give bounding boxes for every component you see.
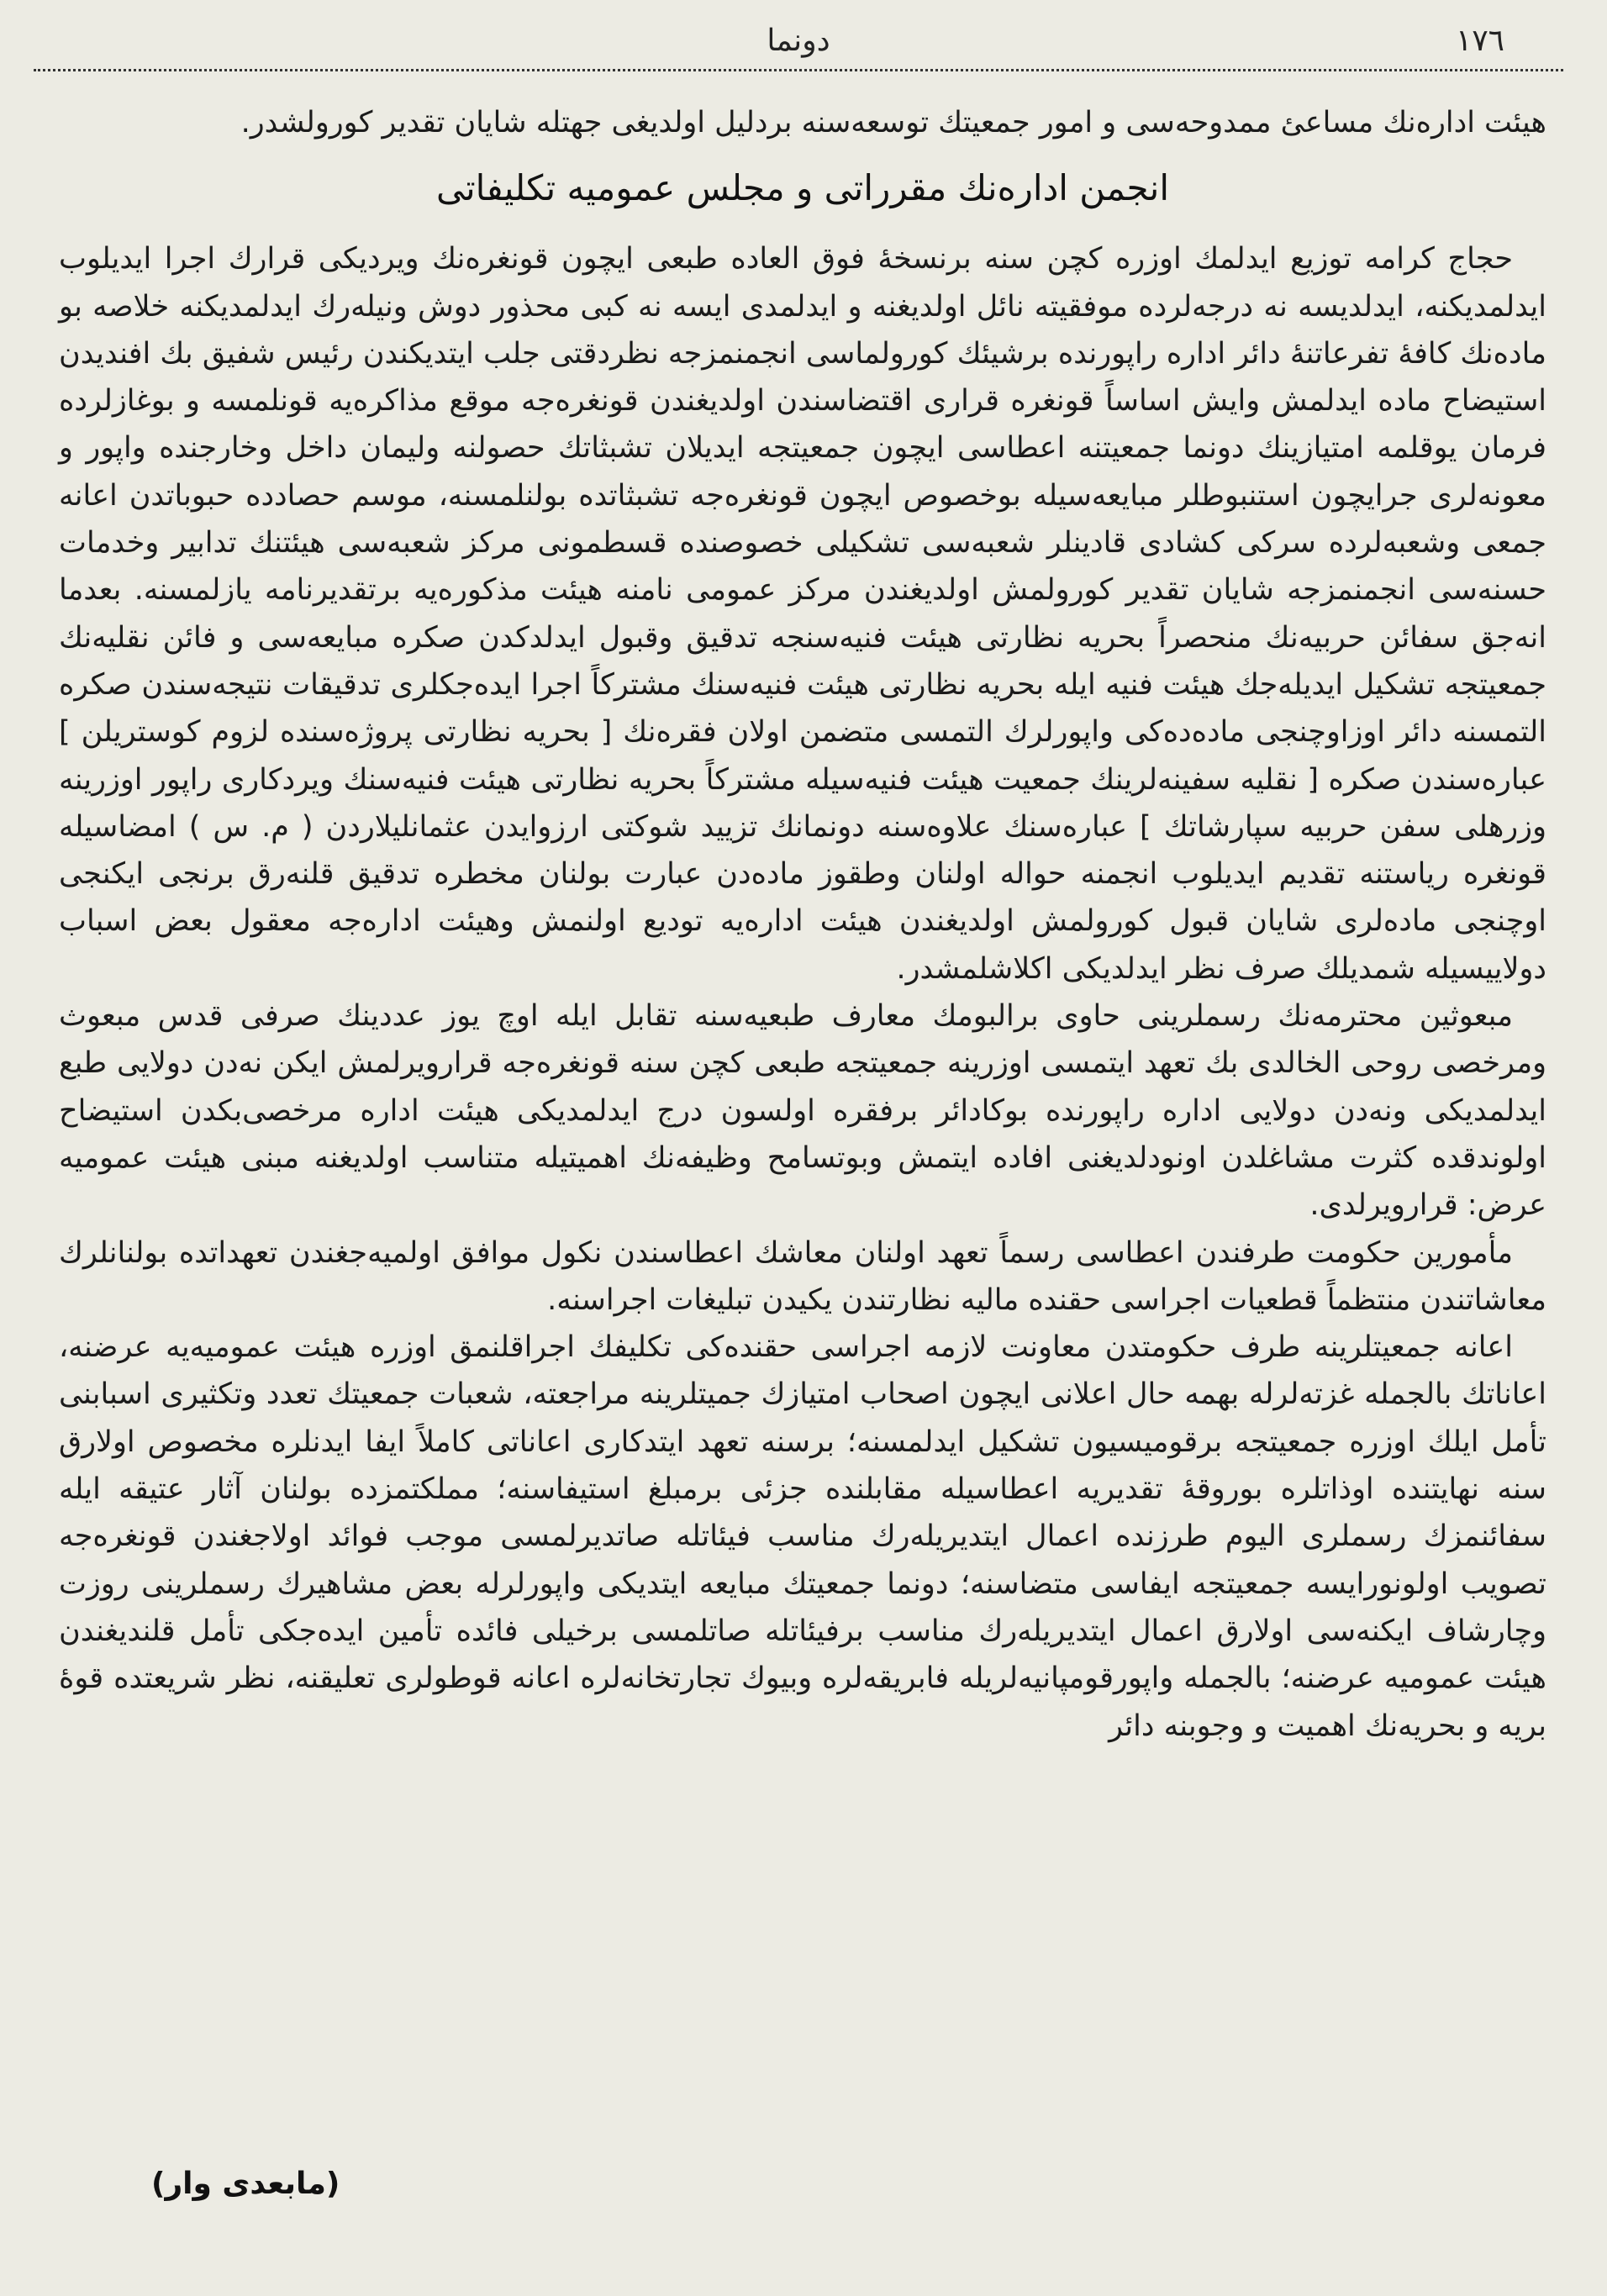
running-title: دونما bbox=[767, 24, 830, 58]
page-number: ١٧٦ bbox=[1455, 24, 1504, 58]
body-text bbox=[59, 99, 1546, 1750]
section-heading: انجمن ادارەنك مقرراتی و مجلس عمومیه تكلیفاتی bbox=[435, 167, 1170, 209]
intro-paragraph: هیئت ادارەنك مساعئ ممدوحەسی و امور جمعیتك توسعەسنه بردلیل اولدیغی جهتله شایان تقدیر کورولشدر. bbox=[240, 106, 1546, 140]
paragraph-2: مبعوثین محترمه‌نك رسملرینی حاوی برالبومك معارف طبعیه‌سنه تقابل ایله اوچ یوز عددینك صرفی قدس مبعوث ومرخصی روحی الخالدی بك تعهد ایتمسی اوزرینه جمعیتجه طبعی كچن سنه قونغره‌جه قرارویرلمش ایكن نه‌دن دولایی طبع ایدلمدیكی ونه‌دن دولایی اداره راپورنده بوكادائر برفقره اولسون درج ایدلمدیكی هیئت اداره مرخصی‌بكدن استیضاح اولوندقده كثرت مشاغلدن اونودلدیغنی افاده ایتمش وبوتسامح وظیفه‌نك اهمیتیله متناسب اولدیغنه مبنی هیئت عمومیه عرض: قرارویرلدی. bbox=[59, 999, 1546, 1223]
paragraph-1: حجاج کرامه توزیع ایدلمك اوزره کچن سنه برنسخهٔ فوق العاده طبعی ایچون قونغرەنك ویردیكی قرارك اجرا ایدیلوب ایدلمدیكنه، ایدلدیسه نه درجه‌لرده موفقیته نائل اولدیغنه و ایدلمدی ایسه نه كبی محذور دوش ونیله‌رك ایدلمدیكنه خلاصه بو مادەنك كافهٔ تفرعاتنهٔ دائر اداره راپورنده برشیئك کورولماسی انجمنمزجه نظردقتی جلب ایتدیكندن رئیس شفیق بك افندیدن استیضاح ماده ایدلمش وایش اساساً قونغره قراری اقتضاسندن اولدیغندن قونغره‌جه موقع مذاکره‌یه قونلمسه و بوغازلرده فرمان یوقلمه امتیازینك دونما جمعیتنه اعطاسی ایچون جمعیتجه ایدیلان تشبثاتك حصولنه ولیمان داخل وخارجنده واپور و معونه‌لری جرایچون استنبوطلر مبایعه‌سیله بوخصوص ایچون قونغره‌جه تشبثاتده بولنلمسنه، موسم حصادده حبوباتدن اعانه جمعی وشعبه‌لرده سركی كشادی قادینلر شعبه‌سی تشكیلی خصوصنده قسطمونی مركز شعبه‌سی هیئتنك تدابیر وخدمات حسنه‌سی انجمنمزجه شایان تقدیر كورولمش اولدیغندن مركز عمومی نامنه هیئت مذکوره‌یه برتقدیرنامه یازلمسنه. بعدما انه‌جق سفائن حربیه‌نك منحصراً بحریه نظارتی هیئت فنیه‌سنجه تدقیق وقبول ایدلدكدن صكره مبایعه‌سی و فائن نقلیه‌نك جمعیتجه تشكیل ایدیله‌جك هیئت فنیه ایله بحریه نظارتی هیئت فنیه‌سنك مشتركاً اجرا ایده‌جكلری تدقیقات نتیجه‌سندن صكره التمسنه دائر اوزاوچنجی ماده‌ده‌كی واپورلرك التمسی متضمن اولان فقره‌نك [ بحریه نظارتی پروژه‌سنده لزوم كوستریلن ] عباره‌سندن صكره [ نقلیه سفینه‌لرینك جمعیت هیئت فنیه‌سیله مشتركاً بحریه نظارتی هیئت فنیه‌سنك ویردكاری راپور اوزرینه وزرهلی سفن حربیه سپارشاتك ] عباره‌سنك علاوه‌سنه دونمانك تزیید شوكتی ارزواید‌ن عثمانلیلاردن ( م. س ) امضاسیله قونغره ریاستنه تقدیم ایدیلوب انجمنه حواله اولنان وطقوز ماده‌دن عبارت بولنان مخطره تدقیق قلنه‌رق برنجی ایكنجی اوچنجی ماده‌لری شایان قبول كورولمش اولدیغندن هیئت اداره‌یه تودیع اولنمش وهیئت اداره‌جه معقول بعض اسباب دولاییسیله شمدیلك صرف نظر ایدلدیكی اكلاشلمشدر. bbox=[59, 242, 1546, 986]
paragraph-4: اعانه جمعیتلرینه طرف حكومتدن معاونت لازمه اجراسی حقنده‌كی تكلیفك اجراقلنمق اوزره هیئت عمومیه‌یه عرضنه، اعاناتك بالجمله غزته‌لرله بهمه حال اعلانی ایچون اصحاب امتیازك جمیتلرینه مراجعته، شعبات جمعیتك تعدد وتكثیری اسبابنی تأمل ایلك اوزره جمعیتجه برقومیسیون تشكیل ایدلمسنه؛ برسنه تعهد ایتدكاری اعاناتی كاملاً ایفا ایدنلره مخصوص اولارق سنه نهایتنده اوذاتلره بوروقهٔ تقدیریه اعطاسیله مقابلنده جزئی برمبلغ استیفاسنه؛ مملكتمزده بولنان آثار عتیقه ایله سفائنمزك رسملری الیوم طرزنده اعمال ایتدیریله‌رك مناسب فیئاتله صاتدیرلمسی موجب فوائد اولاجغندن قونغره‌جه تصویب اولونورایسه جمعیتجه ایفاسی متضاسنه؛ دونما جمعیتك مبایعه ایتدیكی واپورلرله بعض مشاهیرك رسملرینی روزت وچارشاف ایكنه‌سی اولارق اعمال ایتدیریله‌رك مناسب برفیئاتله صاتلمسی برخیلی فائده تأمین ایده‌جكی تأمل قلندیغندن هیئت عمومیه عرضنه؛ بالجمله واپورقومپانیه‌لریله فابریقه‌لره وبیوك تجارتخانه‌لره اعانه قوطولری تعلیقنه، نظر شریعتده قوهٔ بریه و بحریه‌نك اهمیت و وجوبنه دائر bbox=[59, 1330, 1546, 1743]
page-header bbox=[34, 18, 1563, 67]
header-rule bbox=[34, 69, 1563, 71]
paragraph-3: مأمورین حكومت طرفندن اعطاسی رسماً تعهد اولنان معاشك اعطاسندن نكول موافق اولمیه‌جغندن تعهداتده بولنانلرك معاشاتندن منتظماً قطعیات اجراسی حقنده مالیه نظارتندن یكیدن تبلیغات اجراسنه. bbox=[59, 1235, 1546, 1317]
continued-note: (مابعدی وار) bbox=[151, 2167, 340, 2201]
